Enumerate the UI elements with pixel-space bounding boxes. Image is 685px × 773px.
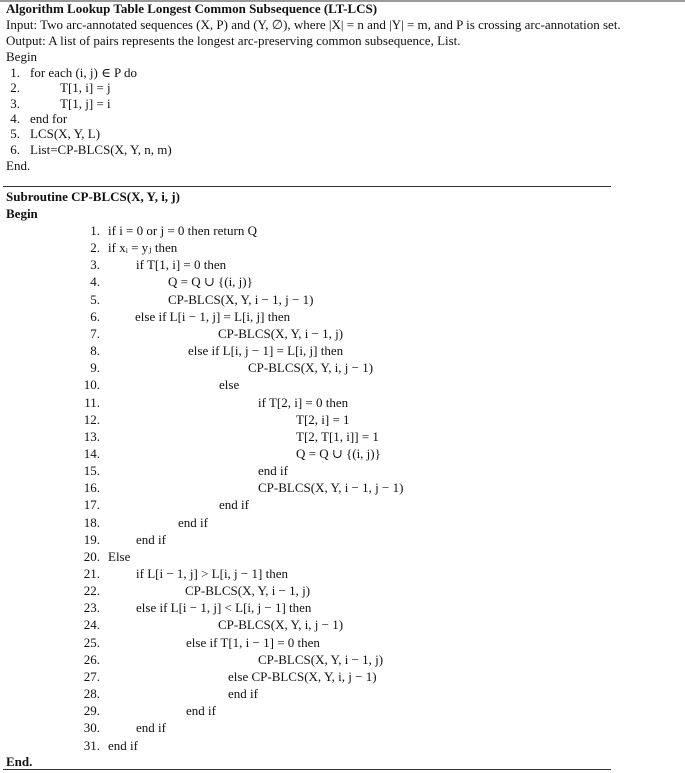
algorithm-title: Algorithm Lookup Table Longest Common Subsequence (LT-LCS) (6, 1, 378, 16)
step-text: T[2, i] = 1 (296, 411, 350, 427)
step-number: 25. (83, 634, 100, 650)
step-number: 10. (83, 377, 100, 393)
bottom-divider (3, 769, 611, 770)
step-number: 23. (83, 600, 100, 616)
step-text: CP-BLCS(X, Y, i − 1, j) (185, 583, 311, 599)
step-text: if i = 0 or j = 0 then return Q (108, 223, 257, 238)
step-number: 29. (83, 703, 100, 719)
subroutine-end: End. (6, 754, 33, 769)
step-number: 15. (83, 463, 100, 479)
step-text: CP-BLCS(X, Y, i − 1, j) (218, 325, 344, 341)
step-text: if xᵢ = yⱼ then (108, 240, 178, 256)
step-text: end if (136, 720, 166, 736)
algorithm-input: Input: Two arc-annotated sequences (X, P) and (Y, ∅), where |X| = n and |Y| = m, and P is crossing arc-annotation set. (6, 17, 621, 32)
step-text: end if (108, 737, 138, 753)
step-number: 20. (83, 548, 100, 564)
step-number: 3. (10, 95, 20, 111)
step-text: T[2, T[1, i]] = 1 (296, 428, 379, 444)
section-divider (3, 186, 611, 187)
step-number: 26. (83, 651, 100, 667)
step-text: end if (219, 497, 249, 513)
step-number: 9. (90, 360, 100, 376)
step-text: CP-BLCS(X, Y, i − 1, j − 1) (258, 480, 404, 496)
step-number: 5. (10, 126, 20, 142)
step-number: 4. (90, 274, 100, 290)
algorithm-begin: Begin (6, 49, 38, 64)
step-number: 6. (10, 141, 20, 157)
step-number: 6. (90, 308, 100, 324)
step-number: 4. (10, 110, 20, 126)
subroutine-begin: Begin (6, 206, 38, 221)
step-text: end if (258, 463, 288, 479)
step-number: 7. (90, 325, 100, 341)
algorithm-output: Output: A list of pairs represents the longest arc-preserving common subsequence, List. (6, 33, 461, 48)
subroutine-title: Subroutine CP-BLCS(X, Y, i, j) (6, 189, 180, 204)
step-text: CP-BLCS(X, Y, i − 1, j − 1) (168, 291, 314, 307)
step-text: end if (136, 531, 166, 547)
step-number: 22. (83, 583, 100, 599)
step-number: 31. (83, 737, 100, 753)
step-number: 18. (83, 514, 100, 530)
step-number: 27. (83, 668, 100, 684)
step-number: 13. (83, 428, 100, 444)
step-text: else CP-BLCS(X, Y, i, j − 1) (228, 668, 377, 684)
step-number: 14. (83, 445, 100, 461)
step-text: Q = Q ∪ {(i, j)} (168, 274, 253, 290)
step-text: LCS(X, Y, L) (30, 126, 101, 142)
step-text: else if L[i − 1, j] = L[i, j] then (135, 308, 291, 324)
step-number: 2. (90, 240, 100, 256)
step-number: 28. (83, 686, 100, 702)
step-text: else (219, 377, 240, 393)
step-number: 1. (10, 65, 20, 80)
step-text: Q = Q ∪ {(i, j)} (296, 445, 381, 461)
step-text: CP-BLCS(X, Y, i − 1, j) (258, 651, 384, 667)
step-text: end if (186, 703, 216, 719)
step-text: List=CP-BLCS(X, Y, n, m) (30, 141, 172, 157)
step-number: 2. (10, 80, 20, 96)
step-text: end if (178, 514, 208, 530)
step-text: else if L[i − 1, j] < L[i, j − 1] then (136, 600, 312, 616)
step-text: if T[2, i] = 0 then (258, 394, 349, 410)
step-text: T[1, i] = j (60, 80, 111, 96)
step-text: Else (108, 548, 131, 564)
step-text: CP-BLCS(X, Y, i, j − 1) (218, 617, 344, 633)
step-number: 30. (83, 720, 100, 736)
step-text: end for (30, 110, 68, 126)
step-number: 21. (83, 566, 100, 581)
step-number: 11. (84, 394, 100, 410)
step-text: if L[i − 1, j] > L[i, j − 1] then (136, 566, 288, 581)
step-number: 3. (90, 257, 100, 273)
step-number: 24. (83, 617, 100, 633)
step-number: 17. (83, 497, 100, 513)
step-text: else if T[1, i − 1] = 0 then (186, 634, 320, 650)
step-number: 5. (90, 291, 100, 307)
step-text: end if (228, 686, 258, 702)
step-number: 19. (83, 531, 100, 547)
step-number: 1. (90, 223, 100, 238)
step-text: T[1, j] = i (60, 95, 111, 111)
algorithm-end: End. (6, 158, 31, 173)
step-text: for each (i, j) ∈ P do (30, 65, 137, 80)
step-number: 12. (83, 411, 100, 427)
step-text: CP-BLCS(X, Y, i, j − 1) (248, 360, 374, 376)
step-number: 16. (83, 480, 100, 496)
step-text: else if L[i, j − 1] = L[i, j] then (188, 343, 344, 359)
step-number: 8. (90, 343, 100, 359)
step-text: if T[1, i] = 0 then (136, 257, 227, 273)
